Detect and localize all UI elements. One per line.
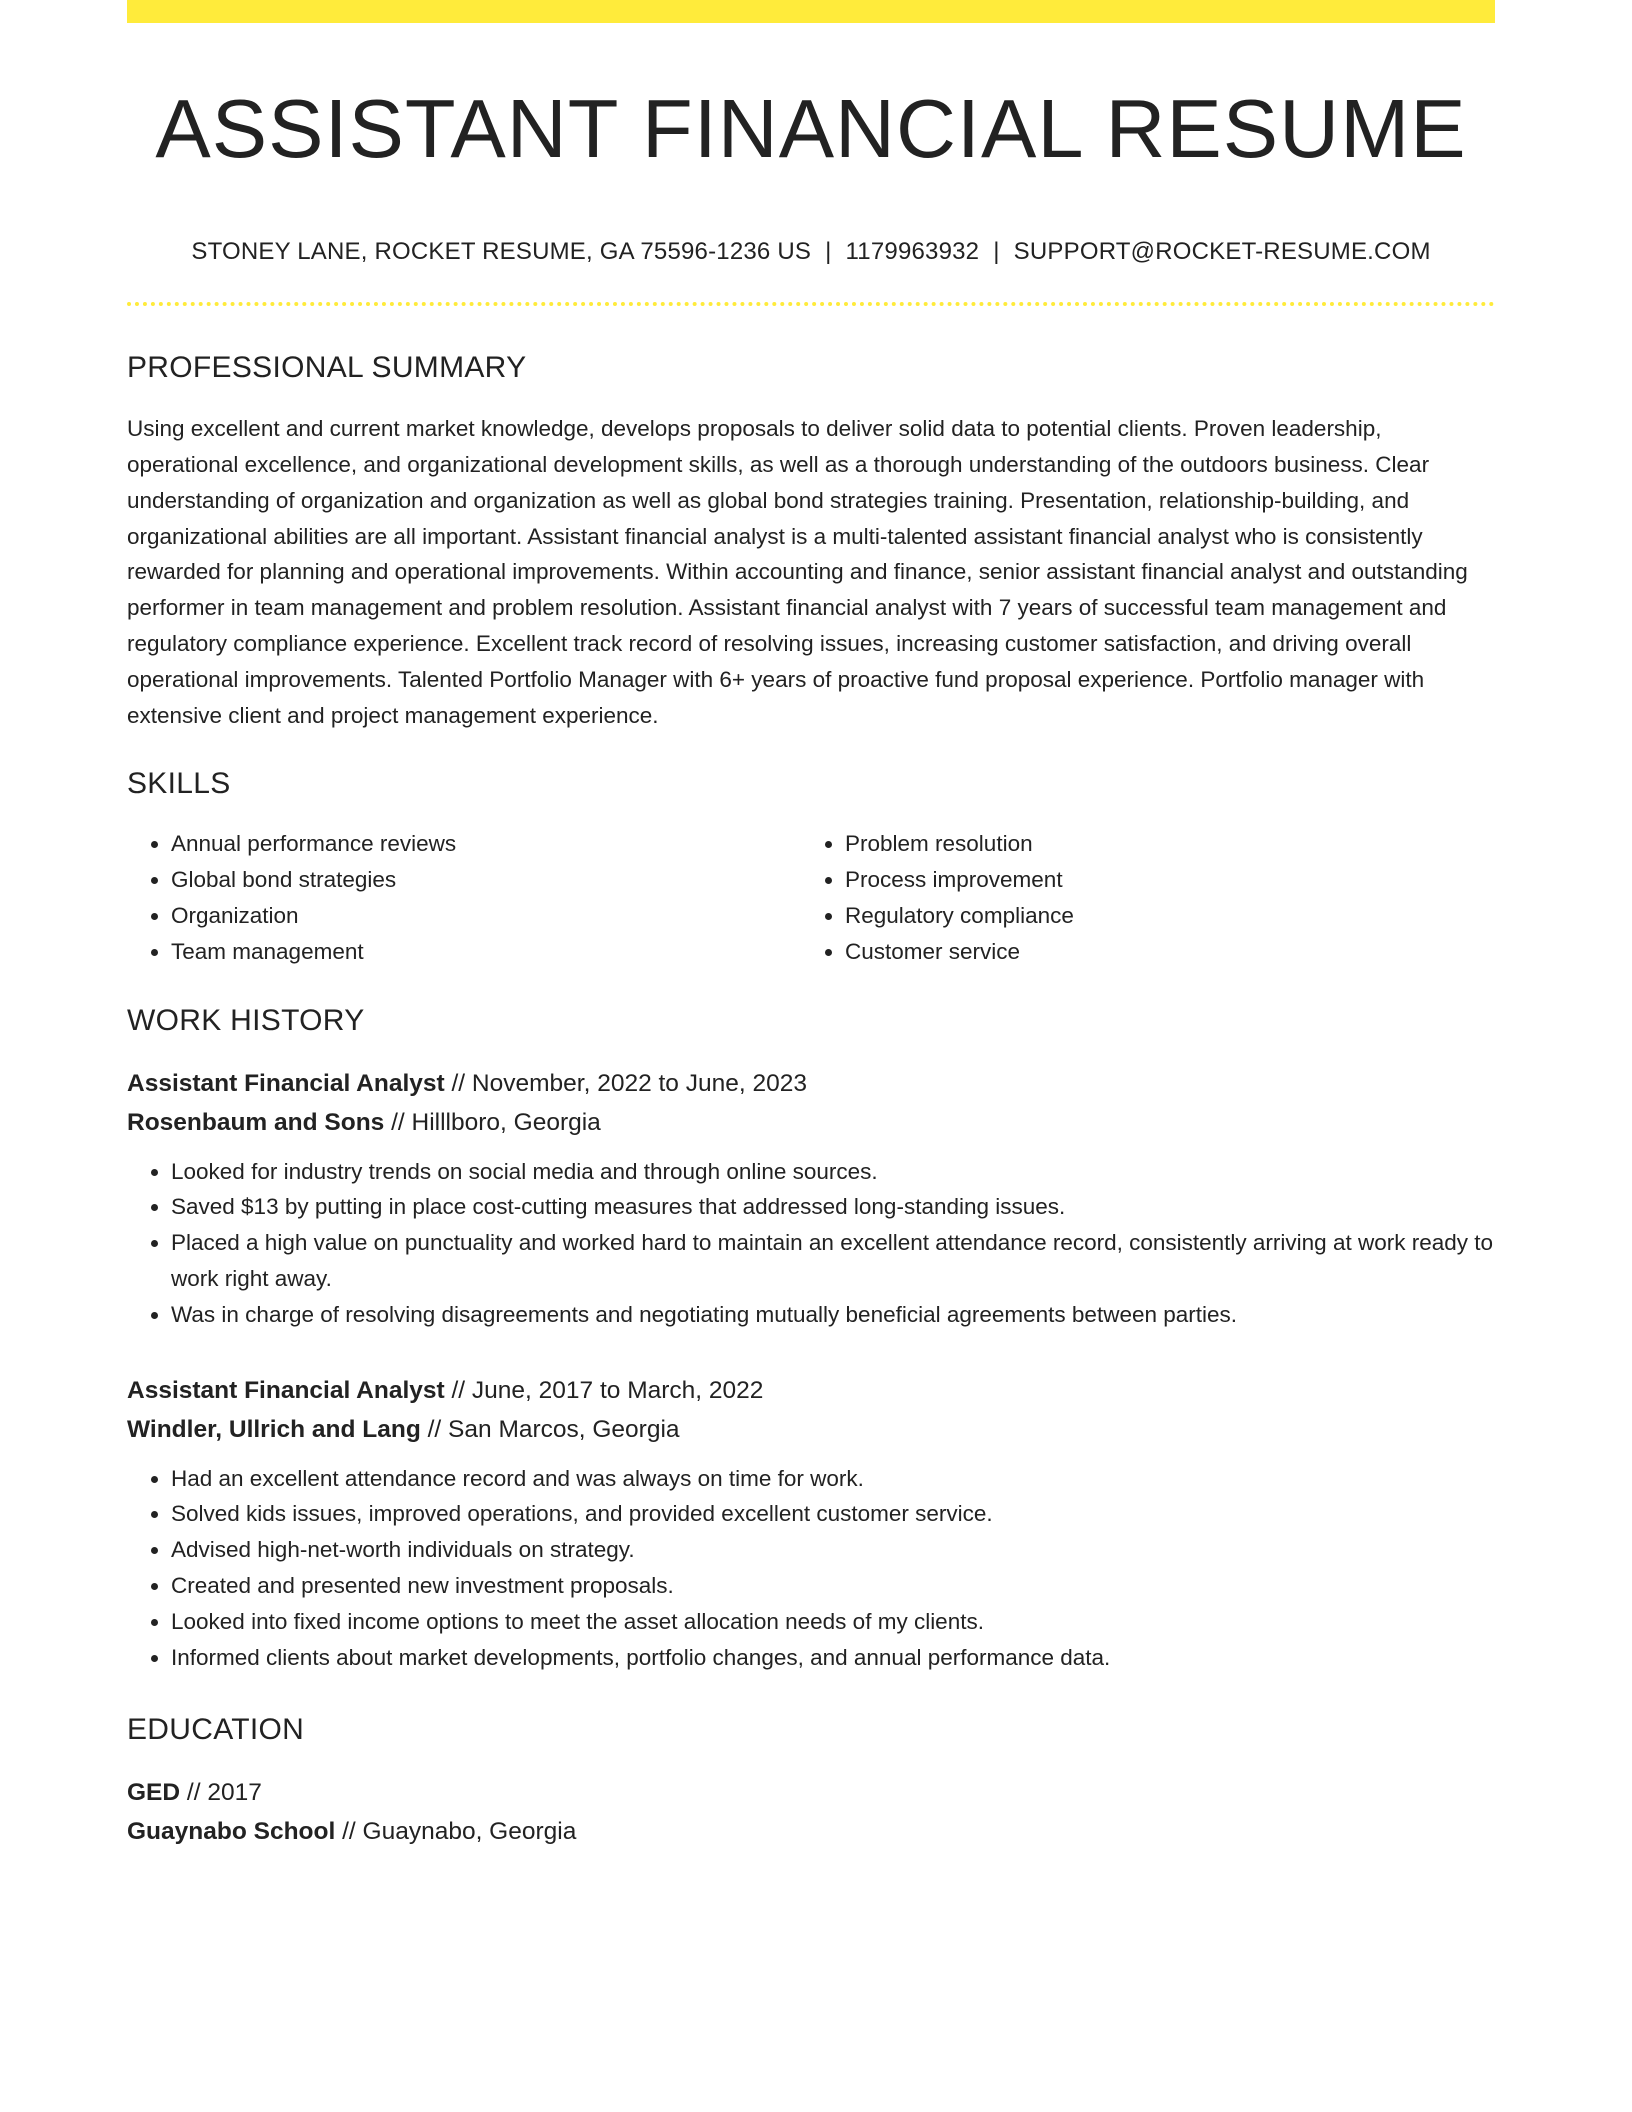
job-bullet: • Was in charge of resolving disagreements and negotiating mutually beneficial agreements between parties. xyxy=(171,1297,1495,1333)
contact-separator: | xyxy=(825,238,832,266)
accent-top-bar xyxy=(127,0,1495,23)
resume-title: ASSISTANT FINANCIAL RESUME xyxy=(155,82,1467,175)
education-school-line xyxy=(127,1812,1495,1851)
contact-email: SUPPORT@ROCKET-RESUME.COM xyxy=(1013,238,1431,266)
job-company: Rosenbaum and Sons xyxy=(127,1108,385,1136)
job-dates: // November, 2022 to June, 2023 xyxy=(444,1069,807,1097)
job-company: Windler, Ullrich and Lang xyxy=(127,1415,421,1443)
dotted-divider xyxy=(127,302,1495,306)
skills-column-right xyxy=(801,826,1475,969)
job-location: // Hilllboro, Georgia xyxy=(384,1108,601,1136)
job-company-line xyxy=(127,1103,1495,1142)
skill-item: • Team management xyxy=(171,934,801,970)
contact-separator: | xyxy=(993,238,1000,266)
job-bullet: • Saved $13 by putting in place cost-cutting measures that addressed long-standing issues. xyxy=(171,1189,1495,1225)
contact-line xyxy=(127,238,1495,266)
job-bullet: • Informed clients about market developments, portfolio changes, and annual performance data. xyxy=(171,1640,1495,1676)
resume-content xyxy=(127,23,1495,1851)
summary-text: Using excellent and current market knowledge, develops proposals to deliver solid data to potential clients. Proven leadership, operational excellence, and organizational development skills, as well as a thorough understanding of the outdoors business. Clear understanding of organization and organization as well as global bond strategies training. Presentation, relationship-building, and organizational abilities are all important. Assistant financial analyst is a multi-talented assistant financial analyst who is consistently rewarded for planning and operational improvements. Within accounting and finance, senior assistant financial analyst and outstanding performer in team management and problem resolution. Assistant financial analyst with 7 years of successful team management and regulatory compliance experience. Excellent track record of resolving issues, increasing customer satisfaction, and driving overall operational improvements. Talented Portfolio Manager with 6+ years of proactive fund proposal experience. Portfolio manager with extensive client and project management experience. xyxy=(127,416,1468,728)
skill-item: • Customer service xyxy=(845,934,1475,970)
job-dates: // June, 2017 to March, 2022 xyxy=(444,1376,764,1404)
job-bullet: • Had an excellent attendance record and was always on time for work. xyxy=(171,1461,1495,1497)
education-degree-line xyxy=(127,1773,1495,1812)
job-position: Assistant Financial Analyst xyxy=(127,1376,445,1404)
job-location: // San Marcos, Georgia xyxy=(420,1415,680,1443)
job-bullet: • Looked for industry trends on social media and through online sources. xyxy=(171,1154,1495,1190)
job-bullets xyxy=(127,1461,1495,1676)
contact-address: STONEY LANE, ROCKET RESUME, GA 75596-1236 US xyxy=(191,238,812,266)
job-bullets xyxy=(127,1154,1495,1333)
skill-item: • Annual performance reviews xyxy=(171,826,801,862)
skill-item: • Regulatory compliance xyxy=(845,898,1475,934)
education-degree: GED xyxy=(127,1779,181,1807)
skill-item: • Organization xyxy=(171,898,801,934)
skills-column-left xyxy=(127,826,801,969)
education-location: // Guaynabo, Georgia xyxy=(335,1818,577,1846)
education-year: // 2017 xyxy=(180,1779,262,1807)
job-bullet: • Created and presented new investment proposals. xyxy=(171,1568,1495,1604)
job-company-line xyxy=(127,1410,1495,1449)
skills-heading: SKILLS xyxy=(127,767,231,801)
skills-grid xyxy=(127,826,1495,969)
summary-heading: PROFESSIONAL SUMMARY xyxy=(127,351,527,385)
work-history-heading: WORK HISTORY xyxy=(127,1003,365,1037)
skill-item: • Problem resolution xyxy=(845,826,1475,862)
skill-item: • Global bond strategies xyxy=(171,862,801,898)
job-bullet: • Advised high-net-worth individuals on strategy. xyxy=(171,1532,1495,1568)
education-entry xyxy=(127,1773,1495,1851)
job-bullet: • Looked into fixed income options to meet the asset allocation needs of my clients. xyxy=(171,1604,1495,1640)
education-school: Guaynabo School xyxy=(127,1818,336,1846)
contact-phone: 1179963932 xyxy=(845,238,980,266)
job-position-line xyxy=(127,1064,1495,1103)
job-entry xyxy=(127,1064,1495,1333)
job-bullet: • Solved kids issues, improved operations, and provided excellent customer service. xyxy=(171,1496,1495,1532)
job-entry xyxy=(127,1371,1495,1676)
job-position-line xyxy=(127,1371,1495,1410)
education-heading: EDUCATION xyxy=(127,1713,305,1747)
job-bullet: • Placed a high value on punctuality and worked hard to maintain an excellent attendance record, consistently arriving at work ready to work right away. xyxy=(171,1225,1495,1297)
skill-item: • Process improvement xyxy=(845,862,1475,898)
job-position: Assistant Financial Analyst xyxy=(127,1069,445,1097)
